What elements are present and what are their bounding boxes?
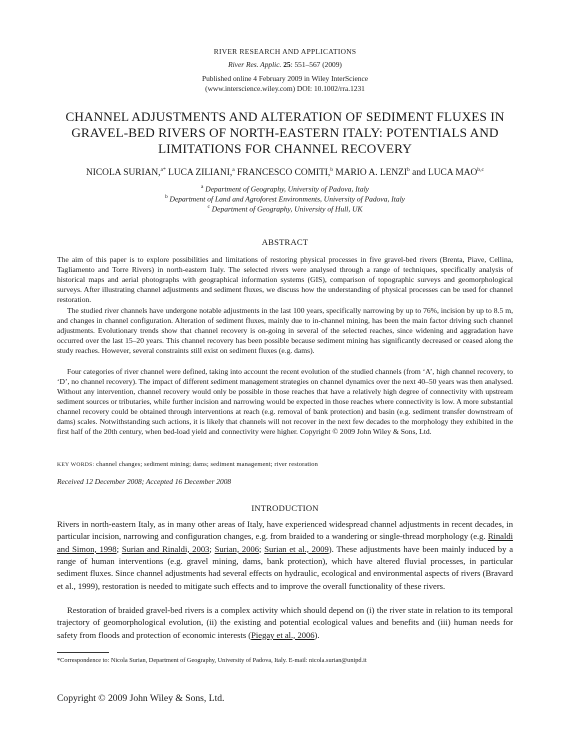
- affil-mark: c: [207, 204, 210, 210]
- affil-mark: a: [201, 184, 204, 190]
- doi-line: (www.interscience.wiley.com) DOI: 10.1002/rra.1231: [205, 84, 365, 93]
- journal-pages: : 551–567 (2009): [290, 60, 342, 69]
- introduction-heading: INTRODUCTION: [251, 503, 319, 513]
- intro-text: ).: [314, 629, 320, 640]
- footnote-divider: [57, 652, 109, 653]
- citation-link[interactable]: Piegay et al., 2006: [251, 629, 315, 640]
- affil-text: Department of Geography, University of Padova, Italy: [203, 184, 369, 194]
- journal-volume: 25: [283, 60, 291, 69]
- author-name: FRANCESCO COMITI,: [237, 168, 331, 179]
- citation-link[interactable]: Surian, 2006: [214, 543, 260, 554]
- citation-separator: ;: [116, 543, 122, 554]
- citation-link[interactable]: Surian et al., 2009: [264, 543, 329, 554]
- abstract-paragraph: The aim of this paper is to explore possibilities and limitations of restoring physical processes in five gravel-bed rivers (Brenta, Piave, Cellina, Tagliamento and Torre Rivers) in north-eastern Italy. The selected rivers were analysed through a range of techniques, specifically analysis of historical maps and aerial photographs with geographical information systems (GIS), comparison of topographic surveys and geomorphological surveys. After illustrating channel adjustments and sediment fluxes, we discuss how the understanding of physical processes can be used for channel restoration.: [57, 255, 513, 305]
- keywords-label: KEY WORDS:: [57, 462, 95, 468]
- title-line: GRAVEL-BED RIVERS OF NORTH-EASTERN ITALY: POTENTIALS AND: [71, 125, 499, 140]
- affil-mark: b: [164, 194, 168, 200]
- intro-text: ). These adjustments have been mainly induced by a range of human interventions (e.g. gravel mining, dams, bank protection), which have altered fluvial processes, in particular sediment fluxes. Since channel adjustments had several effects on hydraulic, ecological and environmental aspects of rivers (Bravard et al., 1999), restoration is needed to mitigate such effects and to improve the overall functionality of these rivers.: [57, 543, 513, 591]
- copyright-notice: Copyright © 2009 John Wiley & Sons, Ltd.: [57, 693, 225, 704]
- affil-text: Department of Land and Agroforest Environments, University of Padova, Italy: [167, 194, 406, 204]
- author-affil-mark: b: [407, 167, 410, 173]
- keywords-text: channel changes; sediment mining; dams; sediment management; river restoration: [94, 461, 318, 468]
- introduction-paragraph: [57, 518, 513, 592]
- citation-separator: ;: [209, 543, 215, 554]
- abstract-heading: ABSTRACT: [261, 237, 309, 247]
- keywords: [57, 461, 513, 468]
- author-affil-mark: a*: [160, 167, 166, 173]
- journal-reference: [0, 60, 570, 70]
- citation-link[interactable]: Surian and Rinaldi, 2003: [121, 543, 210, 554]
- author-affil-mark: b,c: [477, 167, 484, 173]
- publication-note: Published online 4 February 2009 in Wiley InterScience: [201, 74, 369, 83]
- author-name: MARIO A. LENZI: [335, 168, 408, 179]
- abstract-paragraph: The studied river channels have undergone notable adjustments in the last 100 years, specifically narrowing by up to 76%, incision by up to 8.5 m, and changes in channel configuration. Alteration of sediment fluxes, mainly due to in-channel mining, has been the main factor driving such channel adjustments. Evolutionary trends show that channel recovery is on-going in several of the selected reaches, since widening and aggradation have occurred over the last 15–20 years. This channel recovery has been possible because sediment mining has significantly decreased or ceased along the study reaches. However, several constraints still exist on sediment fluxes (e.g. dams).: [57, 306, 513, 356]
- received-accepted-dates: Received 12 December 2008; Accepted 16 December 2008: [57, 477, 232, 486]
- title-line: CHANNEL ADJUSTMENTS AND ALTERATION OF SEDIMENT FLUXES IN: [65, 109, 505, 124]
- intro-text: Restoration of braided gravel-bed rivers is a complex activity which should depend on (i) the river state in relation to its temporal trajectory of geomorphological evolution, (ii) the existing and potential ecological values and benefits and (iii) human needs for safety from floods and protection of economic interests (: [57, 605, 513, 640]
- journal-name: RIVER RESEARCH AND APPLICATIONS: [213, 47, 357, 56]
- author-name: LUCA ZILIANI,: [168, 168, 233, 179]
- intro-text: Rivers in north-eastern Italy, as in many other areas of Italy, have experienced widespread channel adjustments in recent decades, in particular incision, narrowing and configuration changes, e.g. from braided to a wandering or single-thread morphology (e.g.: [57, 519, 513, 542]
- abstract-paragraph: Four categories of river channel were defined, taking into account the recent evolution of the studied channels (from ‘A’, high channel recovery, to ‘D’, no channel recovery). The impact of different sediment management strategies on channel dynamics over the next 40–50 years was then analysed. Without any intervention, channel recovery would only be possible in those reaches that have a relatively high degree of connectivity with upstream sediment sources or tributaries, while further incision and narrowing would be expected in those reaches where connectivity is low. A more substantial channel recovery could be obtained through interventions at reach (e.g. removal of bank protection) and basin (e.g. sediment transfer downstream of dams) scales. Notwithstanding such actions, it is likely that channels will not recover in the next few decades to the morphology they exhibited in the first half of the 20th century, when bed-load yield and connectivity were higher. Copyright © 2009 John Wiley & Sons, Ltd.: [57, 367, 513, 437]
- affiliation: [0, 202, 570, 215]
- citation-link[interactable]: Rinaldi and Simon, 1998: [57, 531, 513, 554]
- author-list: [0, 167, 570, 178]
- author-affil-mark: a: [232, 167, 235, 173]
- correspondence-footnote: *Correspondence to: Nicola Surian, Department of Geography, University of Padova, Italy. E-mail: nicola.surian@unipd.it: [57, 657, 367, 664]
- journal-abbrev: River Res. Applic.: [228, 60, 282, 69]
- introduction-paragraph: [57, 604, 513, 641]
- author-name: and LUCA MAO: [412, 168, 478, 179]
- citation-separator: ;: [259, 543, 265, 554]
- affil-text: Department of Geography, University of Hull, UK: [209, 204, 363, 214]
- author-name: NICOLA SURIAN,: [86, 168, 161, 179]
- article-title: [40, 109, 530, 157]
- author-affil-mark: b: [330, 167, 334, 173]
- title-line: LIMITATIONS FOR CHANNEL RECOVERY: [158, 141, 412, 156]
